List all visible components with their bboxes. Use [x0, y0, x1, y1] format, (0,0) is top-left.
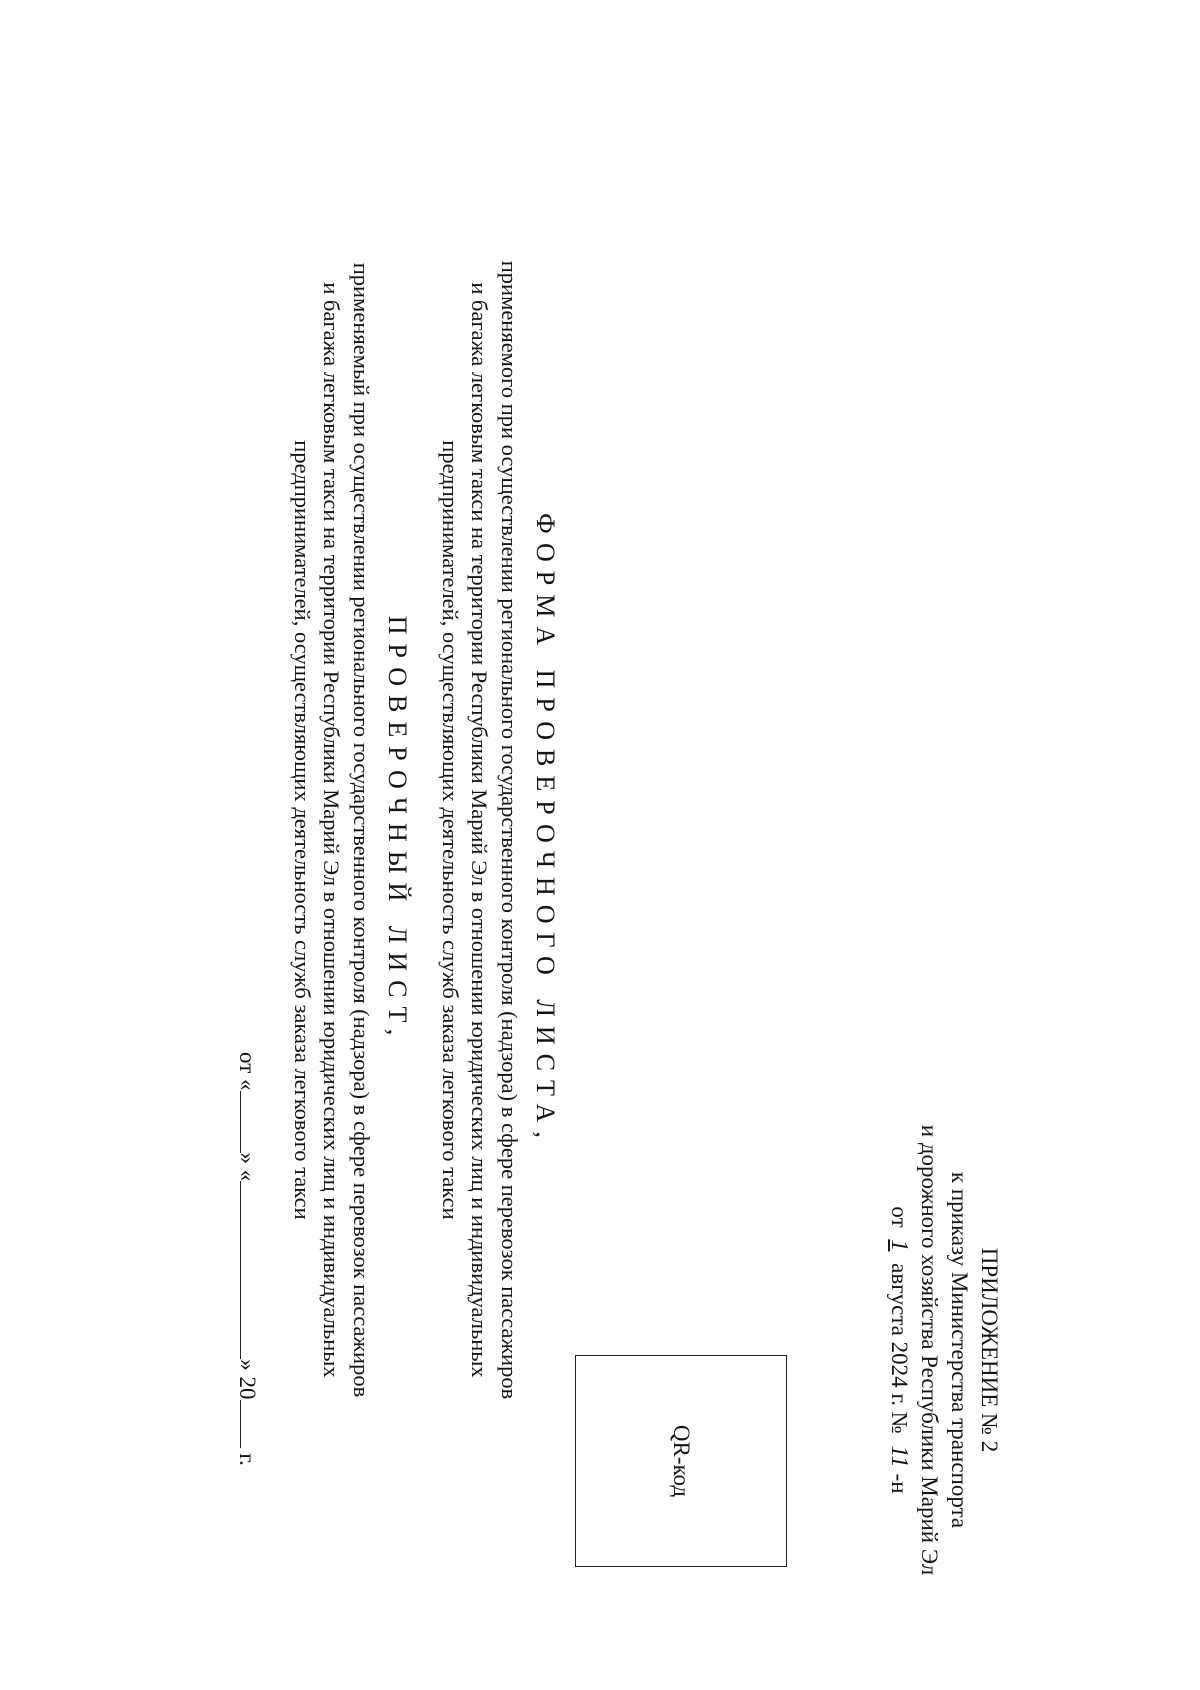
form-description-line: применяемого при осуществлении регионального государственного контроля (надзора) в сфере перевозок пассажиров [497, 260, 522, 1400]
appendix-date-rest: августа 2024 г. № [887, 1263, 912, 1434]
form-title: ФОРМА ПРОВЕРОЧНОГО ЛИСТА, [531, 513, 560, 1147]
form-description [436, 130, 525, 1530]
sheet-description-line: предпринимателей, осуществляющих деятельность служб заказа легкового такси [290, 440, 315, 1220]
form-description-line: предпринимателей, осуществляющих деятельность служб заказа легкового такси [438, 440, 463, 1220]
date-prefix: от « [235, 1052, 260, 1091]
qr-code-label: QR-код [669, 1424, 694, 1498]
appendix-number-suffix: -н [887, 1473, 912, 1494]
sheet-date-line [234, 1052, 260, 1466]
appendix-date-line [884, 1070, 914, 1630]
appendix-title: ПРИЛОЖЕНИЕ № 2 [977, 1247, 1002, 1453]
appendix-header [884, 1070, 1004, 1630]
appendix-number-handwritten: 11 [886, 1445, 912, 1468]
date-day-blank[interactable] [240, 1091, 259, 1153]
sheet-description [288, 130, 377, 1530]
form-description-line: и багажа легковым такси на территории Республики Марий Эл в отношении юридических лиц и индивидуальных [467, 282, 493, 1378]
sheet-description-line: применяемый при осуществлении регионального государственного контроля (надзора) в сфере перевозок пассажиров [349, 262, 374, 1398]
date-year-blank[interactable] [240, 1400, 259, 1448]
date-month-blank[interactable] [240, 1181, 259, 1359]
qr-code-placeholder [575, 1355, 787, 1567]
date-century: » 20 [235, 1359, 260, 1400]
appendix-date-prefix: от [887, 1206, 912, 1228]
appendix-order-line: к приказу Министерства транспорта [947, 1171, 972, 1529]
appendix-day-handwritten: 1 [886, 1239, 912, 1252]
sheet-description-line: и багажа легковым такси на территории Республики Марий Эл в отношении юридических лиц и индивидуальных [319, 282, 345, 1378]
appendix-ministry-line: и дорожного хозяйства Республики Марий Эл [917, 1124, 942, 1576]
date-mid: » « [235, 1152, 260, 1182]
date-suffix: г. [235, 1453, 260, 1466]
sheet-title: ПРОВЕРОЧНЫЙ ЛИСТ, [383, 615, 412, 1045]
